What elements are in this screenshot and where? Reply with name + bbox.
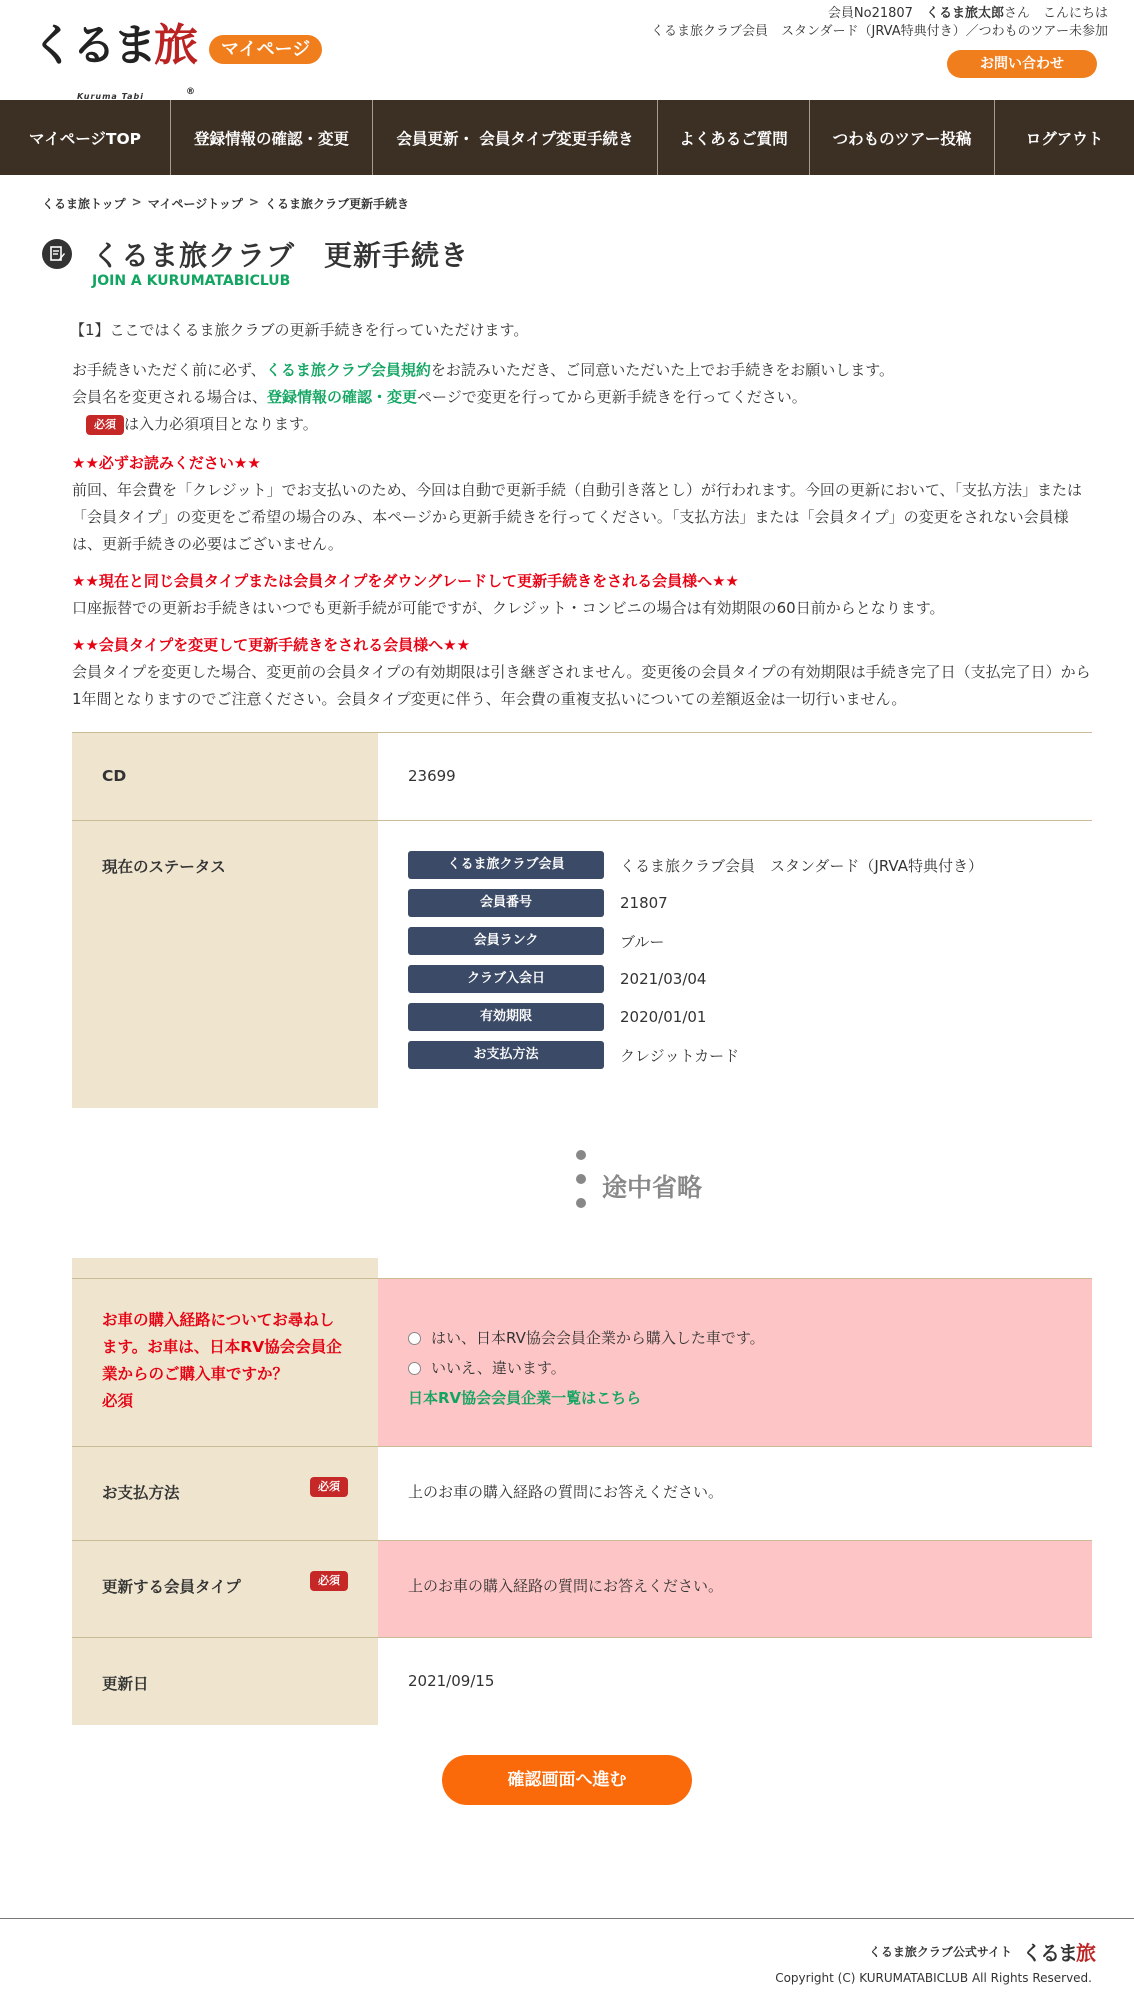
row-label: CD — [72, 733, 378, 820]
rv-members-link[interactable]: 日本RV協会会員企業一覧はこちら — [408, 1389, 642, 1407]
member-name: くるま旅太郎 — [925, 6, 1004, 21]
nav-registration-info[interactable]: 登録情報の確認・変更 — [171, 100, 373, 175]
page-title-block — [40, 237, 1134, 297]
rename-text: 会員名を変更される場合は、登録情報の確認・変更ページで変更を行ってから更新手続きを行ってください。 — [72, 388, 807, 406]
mypage-badge: マイページ — [209, 35, 322, 64]
table-row — [72, 1540, 1092, 1637]
omitted-label: 途中省略 — [602, 1173, 703, 1202]
status-item: クラブ入会日 2021/03/04 — [408, 965, 1062, 993]
main-nav — [0, 100, 1134, 175]
renewal-form-table — [72, 732, 1092, 1108]
row-label: 現在のステータス — [72, 821, 378, 1108]
nav-membership-renewal[interactable]: 会員更新・ 会員タイプ変更手続き — [373, 100, 658, 175]
ellipsis-dot — [576, 1150, 586, 1160]
footer-site-info: くるま旅クラブ公式サイト くるま旅 — [869, 1937, 1094, 1966]
notice-heading: ★★必ずお読みください★★ — [72, 454, 261, 472]
table-row — [72, 1446, 1092, 1540]
nav-faq[interactable]: よくあるご質問 — [658, 100, 810, 175]
copyright: Copyright (C) KURUMATABICLUB All Rights Reserved. — [775, 1971, 1092, 1985]
radio-button[interactable] — [408, 1362, 421, 1375]
breadcrumb-home[interactable]: くるま旅トップ — [42, 197, 126, 211]
table-row — [72, 732, 1092, 820]
nav-tour-post[interactable]: つわものツアー投稿 — [810, 100, 995, 175]
status-item: お支払方法 クレジットカード — [408, 1041, 1062, 1069]
row-label: お支払方法 必須 — [72, 1447, 378, 1540]
page-title: くるま旅クラブ 更新手続き — [92, 239, 470, 272]
purchase-answer — [378, 1279, 1092, 1446]
purchase-question-label: お車の購入経路についてお尋ねします。お車は、日本RV協会会員企業からのご購入車ですか？ 必須 — [72, 1279, 378, 1446]
site-header — [0, 0, 1134, 100]
table-row — [72, 1278, 1092, 1446]
terms-text: お手続きいただく前に必ず、くるま旅クラブ会員規約をお読みいただき、ご同意いただいた上でお手続きをお願いします。 — [72, 361, 895, 379]
registration-info-link[interactable]: 登録情報の確認・変更 — [267, 388, 418, 406]
table-row — [72, 820, 1092, 1108]
member-status-line: くるま旅クラブ会員 スタンダード（JRVA特典付き）／つわものツアー未参加 — [651, 24, 1108, 39]
notice-heading: ★★会員タイプを変更して更新手続きをされる会員様へ★★ — [72, 636, 471, 654]
breadcrumb-separator: > — [248, 195, 259, 209]
omitted-section — [0, 1108, 1134, 1258]
logo-subtitle: Kuruma Tabi — [77, 92, 144, 101]
required-badge: 必須 — [310, 1477, 348, 1497]
terms-link[interactable]: くるま旅クラブ会員規約 — [265, 361, 431, 379]
table-row — [72, 1637, 1092, 1725]
breadcrumb-separator: > — [131, 195, 142, 209]
contact-button[interactable]: お問い合わせ — [947, 50, 1097, 78]
purchase-yes-option[interactable]: はい、日本RV協会会員企業から購入した車です。 — [408, 1325, 1062, 1352]
member-info: 会員No21807 くるま旅太郎さん こんにちは くるま旅クラブ会員 スタンダード（JRVA特典付き）／つわものツアー未参加 — [651, 6, 1108, 39]
row-label: 更新日 — [72, 1638, 378, 1725]
status-item: 会員ランク ブルー — [408, 927, 1062, 955]
logo-registered-mark: ® — [186, 87, 192, 97]
radio-button[interactable] — [408, 1332, 421, 1345]
status-item: 会員番号 21807 — [408, 889, 1062, 917]
required-note: 必須 は入力必須項目となります。 — [86, 411, 1098, 438]
breadcrumb-mypage[interactable]: マイページトップ — [147, 197, 243, 211]
notice-heading: ★★現在と同じ会員タイプまたは会員タイプをダウングレードして更新手続きをされる会員様へ★★ — [72, 572, 739, 590]
payment-value: 上のお車の購入経路の質問にお答えください。 — [408, 1483, 724, 1501]
required-text: 必須 — [102, 1392, 134, 1410]
notice-body: 口座振替での更新お手続きはいつでも更新手続が可能ですが、クレジット・コンビニの場合は有効期限の60日前からとなります。 — [72, 599, 945, 617]
renewal-date-value: 2021/09/15 — [408, 1672, 495, 1690]
required-badge: 必須 — [310, 1571, 348, 1591]
breadcrumb — [42, 195, 1134, 212]
logo-mark: くるま旅 Kuruma Tabi ® — [31, 20, 195, 72]
confirm-button[interactable]: 確認画面へ進む — [442, 1755, 692, 1805]
purchase-no-option[interactable]: いいえ、違います。 — [408, 1355, 1062, 1382]
table-spacer — [72, 1258, 1092, 1278]
site-footer — [0, 1918, 1134, 2001]
member-type-value: 上のお車の購入経路の質問にお答えください。 — [378, 1541, 1092, 1637]
nav-mypage-top[interactable]: マイページTOP — [0, 100, 171, 175]
cd-value: 23699 — [408, 767, 456, 785]
required-badge: 必須 — [86, 415, 124, 435]
renewal-form-table-lower — [72, 1258, 1092, 1725]
footer-logo[interactable]: くるま旅 — [1022, 1941, 1094, 1965]
notice-body: 前回、年会費を「クレジット」でお支払いのため、今回は自動で更新手続（自動引き落とし）が行われます。今回の更新において、「支払方法」または「会員タイプ」の変更をご希望の場合のみ、本ページから更新手続きを行ってください。「支払方法」または「会員タイプ」の変更をされない会員様は、更新手続きの必要はございません。 — [72, 481, 1083, 553]
page-subtitle: JOIN A KURUMATABICLUB — [92, 273, 291, 289]
nav-logout[interactable]: ログアウト — [1025, 129, 1104, 148]
row-label: 更新する会員タイプ 必須 — [72, 1541, 378, 1637]
ellipsis-dot — [576, 1174, 586, 1184]
site-logo[interactable] — [31, 20, 322, 101]
status-item: くるま旅クラブ会員 くるま旅クラブ会員 スタンダード（JRVA特典付き） — [408, 851, 1062, 879]
intro-content — [72, 317, 1098, 713]
status-item: 有効期限 2020/01/01 — [408, 1003, 1062, 1031]
status-list — [378, 821, 1092, 1108]
ellipsis-dot — [576, 1198, 586, 1208]
notice-body: 会員タイプを変更した場合、変更前の会員タイプの有効期限は引き継ぎされません。変更後の会員タイプの有効期限は手続き完了日（支払完了日）から1年間となりますのでご注意ください。会員タイプ変更に伴う、年会費の重複支払いについての差額返金は一切行いません。 — [72, 663, 1091, 708]
intro-text: 【1】ここではくるま旅クラブの更新手続きを行っていただけます。 — [70, 321, 529, 339]
edit-document-icon — [42, 239, 72, 269]
breadcrumb-current: くるま旅クラブ更新手続き — [264, 197, 409, 211]
